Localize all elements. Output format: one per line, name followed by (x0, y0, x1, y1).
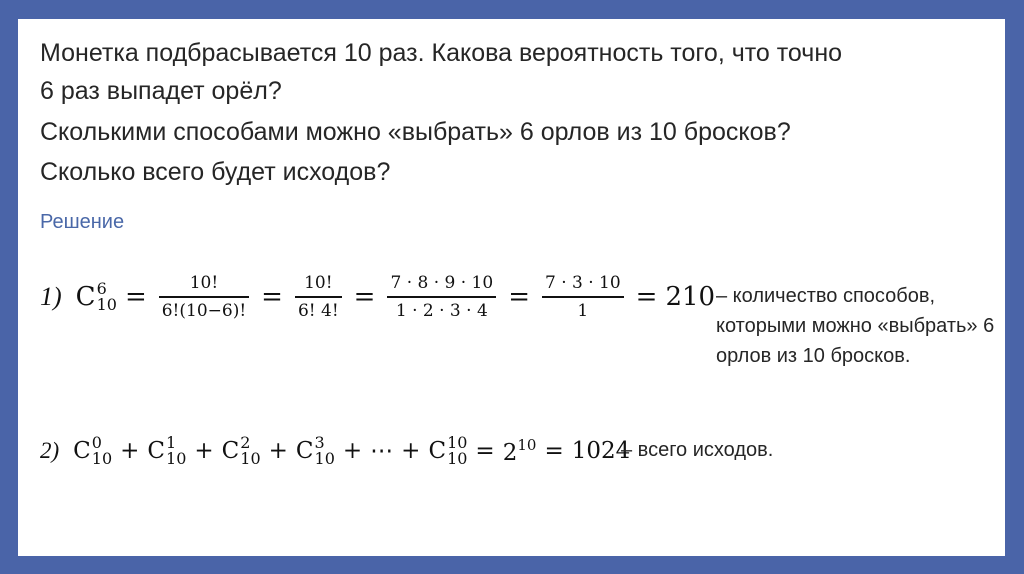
equals-sign: = (508, 282, 530, 312)
comb-sub: 10 (314, 449, 335, 468)
equals-sign: = (544, 438, 564, 464)
fraction-2-numerator: 10! (304, 273, 333, 294)
plus-sign: + (194, 438, 214, 464)
solution-title: Решение (40, 211, 125, 233)
power-base: 2 (502, 440, 518, 466)
fraction-2-denominator: 6! 4! (297, 300, 339, 321)
comb-sub: 10 (91, 449, 113, 468)
fraction-4 (542, 270, 624, 324)
step-1-note: – количество способов, которыми можно «выбрать» 6 орлов из 10 бросков. (716, 285, 995, 367)
fraction-4-denominator: 1 (577, 300, 589, 321)
comb-letter: C (295, 438, 314, 464)
comb-sup: 2 (240, 433, 251, 452)
step-1-result: 210 (665, 282, 716, 312)
combination-term (222, 435, 261, 467)
combination-term (73, 435, 112, 467)
fraction-3-numerator: 7 · 8 · 9 · 10 (390, 273, 494, 294)
formula-step-1 (40, 262, 715, 332)
step-2-label: 2) (40, 438, 60, 463)
comb-letter: C (221, 438, 240, 464)
comb-sup: 0 (91, 433, 102, 452)
comb-sub: 10 (447, 449, 468, 468)
comb-letter: C (147, 438, 166, 464)
combination-term (296, 435, 335, 467)
combination-term (428, 435, 467, 467)
fraction-2 (295, 270, 342, 324)
question-line-4: Сколько всего будет исходов? (40, 158, 391, 186)
fraction-1-numerator: 10! (189, 273, 219, 294)
equals-sign: = (124, 282, 147, 312)
fraction-4-numerator: 7 · 3 · 10 (544, 273, 621, 294)
plus-sign: + (120, 438, 140, 464)
plus-sign: + (401, 438, 421, 464)
question-line-3: Сколькими способами можно «выбрать» 6 орлов из 10 бросков? (40, 118, 791, 146)
comb-letter: C (428, 438, 447, 464)
fraction-1 (159, 270, 249, 324)
comb-sub: 10 (166, 449, 187, 468)
equals-sign: = (475, 438, 495, 464)
equals-sign: = (635, 282, 658, 312)
fraction-3 (387, 270, 496, 324)
comb-sub: 10 (240, 449, 261, 468)
comb-letter: C (75, 282, 96, 312)
plus-sign: + (268, 438, 288, 464)
ellipsis: ⋯ (370, 438, 394, 464)
fraction-3-denominator: 1 · 2 · 3 · 4 (395, 300, 488, 321)
combination-term (147, 435, 186, 467)
comb-letter: C (73, 438, 91, 464)
comb-sup: 1 (166, 433, 177, 452)
comb-sup: 6 (96, 279, 107, 298)
question-line-2: 6 раз выпадет орёл? (40, 77, 282, 105)
comb-sup: 10 (447, 433, 468, 452)
question-line-1: Монетка подбрасывается 10 раз. Какова вероятность того, что точно (40, 39, 843, 67)
formula-step-2 (40, 429, 630, 473)
power-exponent: 10 (517, 436, 537, 454)
power-expression (503, 436, 537, 466)
comb-sup: 3 (314, 433, 325, 452)
slide (18, 19, 1005, 556)
comb-sub: 10 (96, 295, 117, 314)
fraction-1-denominator: 6!(10−6)! (161, 300, 247, 321)
plus-sign: + (342, 438, 363, 464)
step-2-note: – всего исходов. (621, 439, 774, 461)
equals-sign: = (353, 282, 376, 312)
step-2-result: 1024 (571, 438, 631, 464)
step-1-label: 1) (40, 282, 62, 311)
combination-symbol (76, 281, 117, 313)
equals-sign: = (261, 282, 283, 312)
